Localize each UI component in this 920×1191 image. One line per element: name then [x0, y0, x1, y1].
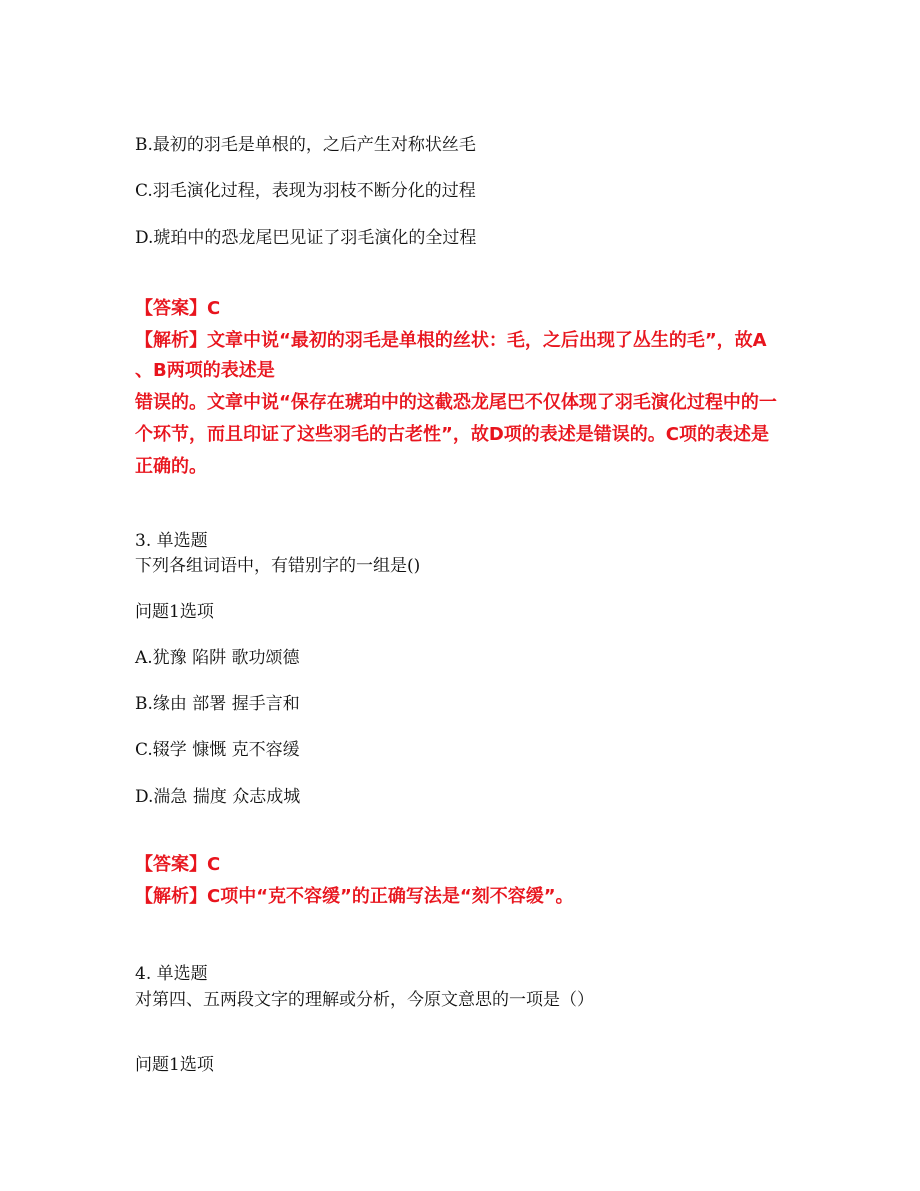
option-a: A.犹豫 陷阱 歌功颂德	[135, 648, 300, 668]
question-header: 4. 单选题	[135, 964, 208, 984]
option-b: B.最初的羽毛是单根的，之后产生对称状丝毛	[135, 135, 476, 155]
analysis-line: 个环节，而且印证了这些羽毛的古老性”，故D项的表述是错误的。C项的表述是	[135, 424, 769, 445]
question-sub-label: 问题1选项	[135, 1055, 214, 1075]
question-stem: 对第四、五两段文字的理解或分析，今原文意思的一项是（）	[135, 990, 594, 1010]
question-sub-label: 问题1选项	[135, 602, 214, 622]
analysis-line: 、B两项的表述是	[135, 360, 275, 381]
option-b: B.缘由 部署 握手言和	[135, 694, 300, 714]
analysis-line: 正确的。	[135, 456, 207, 477]
answer-label: 【答案】C	[135, 298, 221, 319]
analysis-line: 错误的。文章中说“保存在琥珀中的这截恐龙尾巴不仅体现了羽毛演化过程中的一	[135, 392, 777, 413]
option-d: D.湍急 揣度 众志成城	[135, 787, 301, 807]
answer-label: 【答案】C	[135, 854, 221, 875]
analysis-line: 【解析】文章中说“最初的羽毛是单根的丝状：毛，之后出现了丛生的毛”，故A	[135, 330, 767, 351]
option-d: D.琥珀中的恐龙尾巴见证了羽毛演化的全过程	[135, 228, 477, 248]
option-c: C.羽毛演化过程，表现为羽枝不断分化的过程	[135, 181, 476, 201]
question-header: 3. 单选题	[135, 531, 208, 551]
analysis-line: 【解析】C项中“克不容缓”的正确写法是“刻不容缓”。	[135, 886, 574, 907]
option-c: C.辍学 慷慨 克不容缓	[135, 740, 300, 760]
question-stem: 下列各组词语中，有错别字的一组是()	[135, 556, 421, 576]
